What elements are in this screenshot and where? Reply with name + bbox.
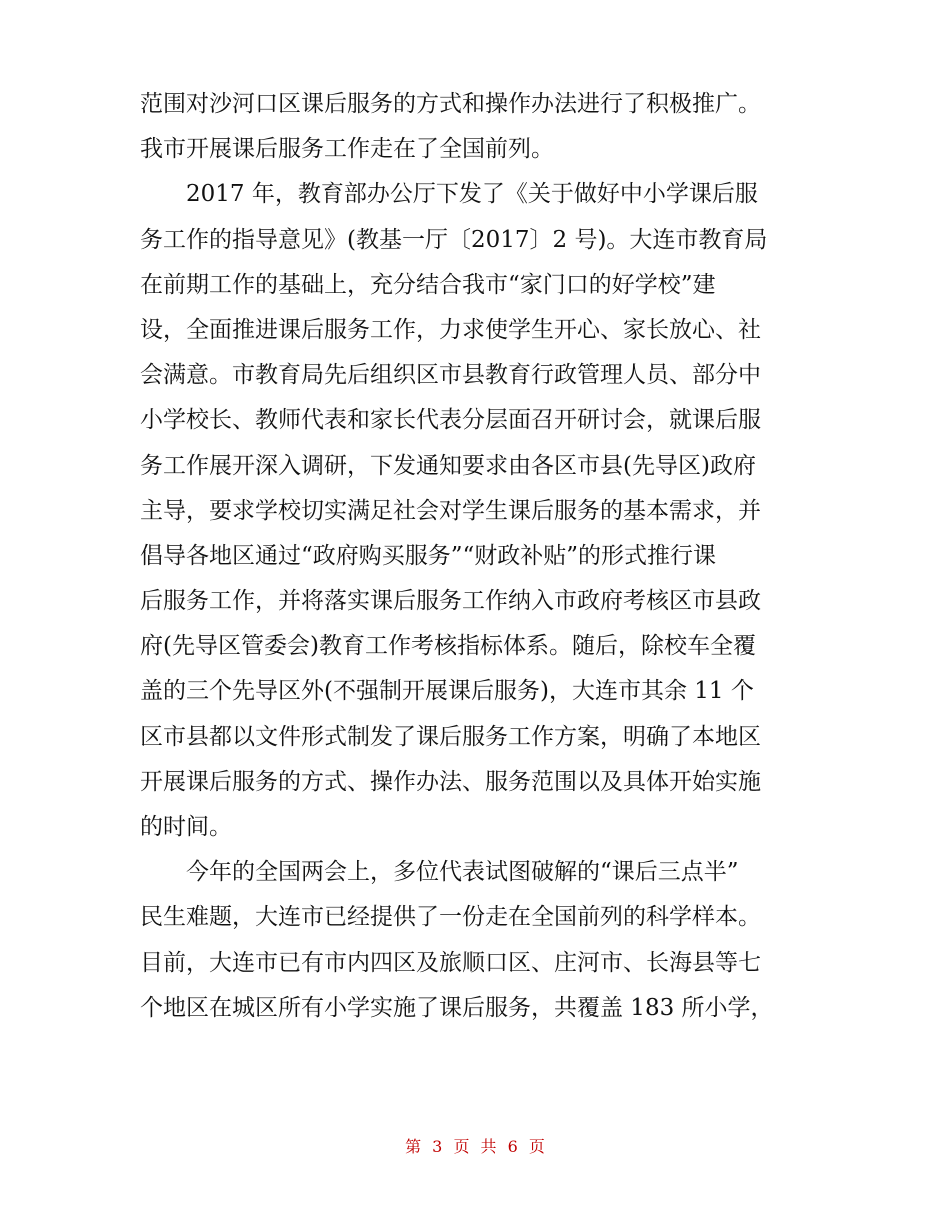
text-line: 在前期工作的基础上，充分结合我市“家门口的好学校”建 — [140, 271, 716, 298]
body-text — [140, 82, 820, 1031]
text-line: 我市开展课后服务工作走在了全国前列。 — [140, 136, 554, 163]
text-line: 务工作的指导意见》(教基一厅〔2017〕2 号)。大连市教育局 — [140, 226, 768, 253]
text-line: 主导，要求学校切实满足社会对学生课后服务的基本需求，并 — [140, 497, 761, 524]
text-line: 2017 年，教育部办公厅下发了《关于做好中小学课后服 — [140, 181, 758, 208]
text-line: 今年的全国两会上，多位代表试图破解的“课后三点半” — [140, 859, 739, 886]
text-line: 小学校长、教师代表和家长代表分层面召开研讨会，就课后服 — [140, 407, 761, 434]
page-number-footer: 第 3 页 共 6 页 — [405, 1137, 545, 1156]
text-line: 盖的三个先导区外(不强制开展课后服务)，大连市其余 11 个 — [140, 678, 754, 705]
text-line: 倡导各地区通过“政府购买服务”“财政补贴”的形式推行课 — [140, 542, 717, 569]
text-line: 个地区在城区所有小学实施了课后服务，共覆盖 183 所小学， — [140, 994, 774, 1021]
text-line: 区市县都以文件形式制发了课后服务工作方案，明确了本地区 — [140, 723, 761, 750]
text-line: 开展课后服务的方式、操作办法、服务范围以及具体开始实施 — [140, 768, 761, 795]
text-line: 会满意。市教育局先后组织区市县教育行政管理人员、部分中 — [140, 362, 761, 389]
text-line: 范围对沙河口区课后服务的方式和操作办法进行了积极推广。 — [140, 91, 761, 117]
text-line: 后服务工作，并将落实课后服务工作纳入市政府考核区市县政 — [140, 588, 761, 615]
text-line: 民生难题，大连市已经提供了一份走在全国前列的科学样本。 — [140, 904, 761, 931]
text-line: 府(先导区管委会)教育工作考核指标体系。随后，除校车全覆 — [140, 633, 756, 660]
text-line: 务工作展开深入调研，下发通知要求由各区市县(先导区)政府 — [140, 452, 756, 479]
text-line: 目前，大连市已有市内四区及旅顺口区、庄河市、长海县等七 — [140, 949, 761, 976]
text-line: 设，全面推进课后服务工作，力求使学生开心、家长放心、社 — [140, 316, 761, 343]
text-line: 的时间。 — [140, 814, 232, 840]
